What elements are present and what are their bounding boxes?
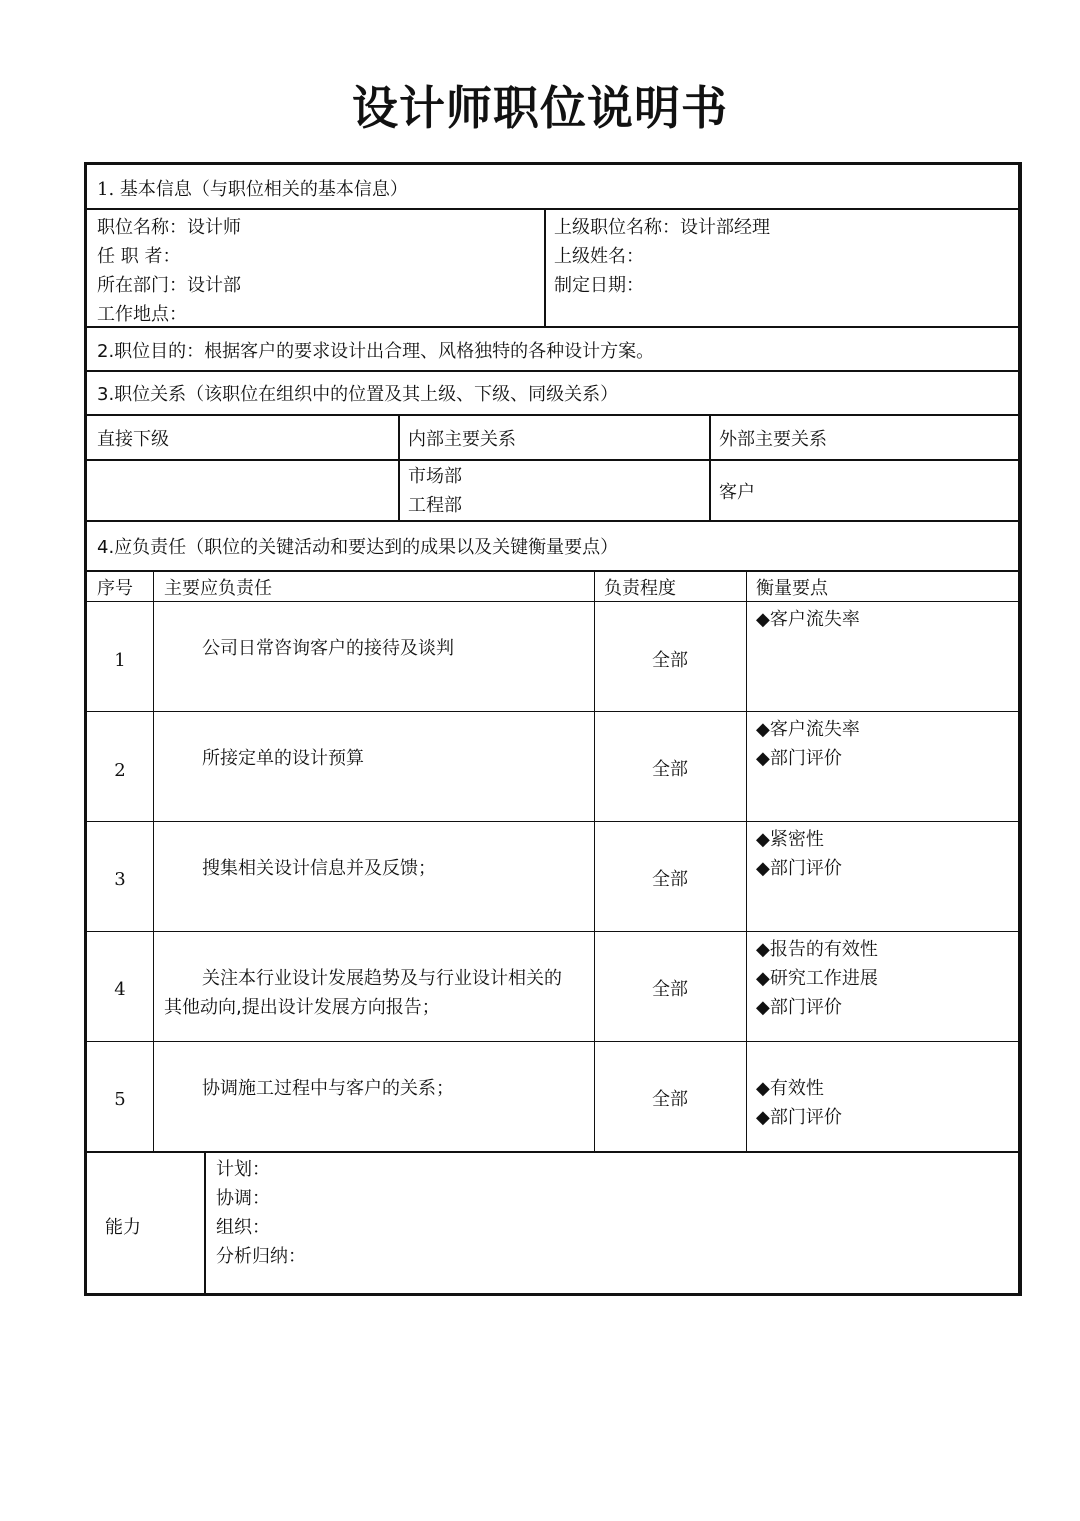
divider: [87, 931, 1021, 932]
measure-point: ◆研究工作进展: [756, 968, 878, 989]
duty-text: 所接定单的设计预算: [202, 748, 364, 769]
duty-text: 协调施工过程中与客户的关系；: [202, 1078, 454, 1099]
section3-heading: 3.职位关系（该职位在组织中的位置及其上级、下级、同级关系）: [97, 384, 619, 405]
divider: [87, 821, 1021, 822]
section4-heading: 4.应负责任（职位的关键活动和要达到的成果以及关键衡量要点）: [97, 537, 619, 558]
divider: [398, 414, 400, 520]
page-title: 设计师职位说明书: [352, 81, 728, 135]
col-header-no: 序号: [97, 578, 133, 599]
divider: [87, 601, 1021, 602]
divider: [746, 570, 747, 1152]
position-purpose: 2.职位目的：根据客户的要求设计出合理、风格独特的各种设计方案。: [97, 341, 655, 362]
divider: [544, 208, 546, 326]
external-relations-header: 外部主要关系: [719, 429, 827, 450]
divider: [709, 414, 711, 520]
divider: [87, 459, 1021, 461]
divider: [87, 711, 1021, 712]
divider: [87, 520, 1021, 522]
internal-relations-header: 内部主要关系: [408, 429, 516, 450]
measure-point: ◆部门评价: [756, 997, 842, 1018]
responsibility-degree: 全部: [652, 759, 688, 780]
supervisor-position: 上级职位名称：设计部经理: [554, 217, 770, 238]
divider: [153, 570, 154, 1152]
duty-text: 公司日常咨询客户的接待及谈判: [202, 638, 454, 659]
supervisor-name: 上级姓名：: [554, 246, 644, 267]
ability-item: 计划：: [216, 1159, 270, 1180]
external-relation: 客户: [719, 482, 755, 503]
divider: [87, 370, 1021, 372]
col-header-points: 衡量要点: [756, 578, 828, 599]
work-location: 工作地点：: [97, 304, 187, 325]
col-header-degree: 负责程度: [604, 578, 676, 599]
row-number: 5: [114, 1089, 126, 1110]
col-header-duty: 主要应负责任: [164, 578, 272, 599]
row-number: 2: [114, 760, 126, 781]
measure-point: ◆客户流失率: [756, 609, 860, 630]
measure-point: ◆紧密性: [756, 829, 824, 850]
ability-item: 组织：: [216, 1217, 270, 1238]
divider: [87, 570, 1021, 572]
duty-text: 其他动向,提出设计发展方向报告；: [164, 997, 440, 1018]
internal-relation: 工程部: [408, 495, 462, 516]
incumbent: 任 职 者：: [97, 246, 181, 267]
row-number: 1: [114, 650, 126, 671]
duty-text: 搜集相关设计信息并及反馈；: [202, 858, 436, 879]
responsibility-degree: 全部: [652, 869, 688, 890]
department: 所在部门：设计部: [97, 275, 241, 296]
job-description-form: [84, 162, 1022, 1296]
position-name: 职位名称：设计师: [97, 217, 241, 238]
responsibility-degree: 全部: [652, 1089, 688, 1110]
measure-point: ◆部门评价: [756, 1107, 842, 1128]
duty-text: 关注本行业设计发展趋势及与行业设计相关的: [202, 968, 562, 989]
divider: [87, 1151, 1021, 1153]
responsibility-degree: 全部: [652, 650, 688, 671]
ability-item: 协调：: [216, 1188, 270, 1209]
row-number: 3: [114, 869, 126, 890]
divider: [87, 208, 1021, 210]
internal-relation: 市场部: [408, 466, 462, 487]
divider: [87, 326, 1021, 328]
measure-point: ◆报告的有效性: [756, 939, 878, 960]
measure-point: ◆有效性: [756, 1078, 824, 1099]
ability-label: 能力: [105, 1217, 141, 1238]
created-date: 制定日期：: [554, 275, 644, 296]
measure-point: ◆部门评价: [756, 858, 842, 879]
divider: [204, 1151, 206, 1296]
divider: [87, 1041, 1021, 1042]
measure-point: ◆客户流失率: [756, 719, 860, 740]
responsibility-degree: 全部: [652, 979, 688, 1000]
measure-point: ◆部门评价: [756, 748, 842, 769]
divider: [87, 414, 1021, 416]
section1-heading: 1. 基本信息（与职位相关的基本信息）: [97, 179, 408, 200]
row-number: 4: [114, 979, 126, 1000]
ability-item: 分析归纳：: [216, 1246, 306, 1267]
direct-subordinate-header: 直接下级: [97, 429, 169, 450]
